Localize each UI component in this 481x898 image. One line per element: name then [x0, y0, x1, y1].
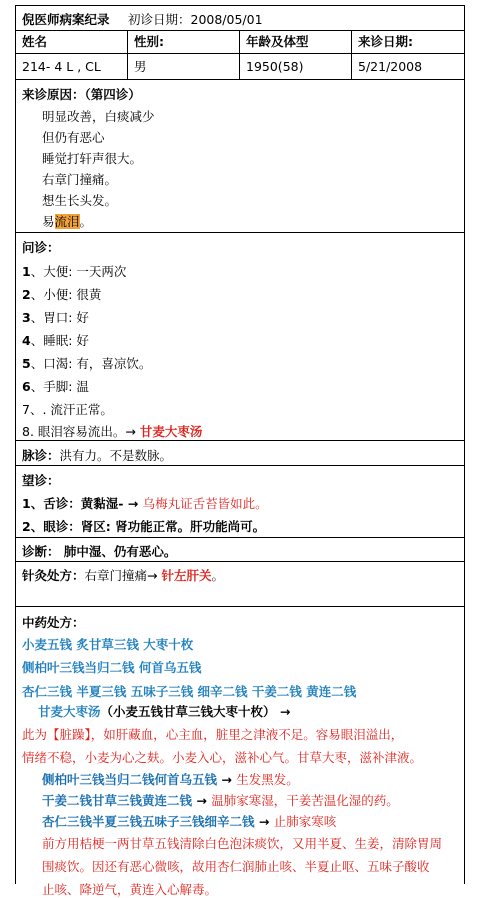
age-header: 年龄及体型 — [240, 31, 352, 53]
first-visit-date: 初诊日期：2008/05/01 — [128, 12, 263, 27]
visit-date: 5/21/2008 — [358, 59, 423, 74]
inquiry-item: 3、胃口: 好 — [22, 310, 89, 325]
eye-line: 2、眼诊：肾区: 肾功能正常。肝功能尚可。 — [22, 519, 266, 534]
reason-line: 但仍有恶心 — [42, 130, 105, 145]
diagnosis-section — [16, 538, 464, 562]
inquiry-label: 问诊： — [22, 240, 60, 255]
observe-section — [16, 466, 464, 538]
explanation-line: 此为【脏躁】，如肝藏血，心主血，脏里之津液不足。容易眼泪溢出， — [22, 727, 404, 742]
reason-prefix: 易 — [42, 214, 55, 229]
acupuncture-section — [16, 562, 464, 607]
inquiry-item: 1、大便: 一天两次 — [22, 264, 127, 279]
observe-label: 望诊： — [22, 473, 60, 488]
paragraph-line: 止咳、降逆气，黄连入心解毒。 — [42, 882, 218, 897]
info-value-row — [16, 54, 464, 80]
diagnosis-line: 诊断： 肺中湿、仍有恶心。 — [22, 544, 177, 559]
inquiry-item: 4、睡眠: 好 — [22, 333, 89, 348]
inquiry-item: 8. 眼泪容易流出。→ 甘麦大枣汤 — [22, 424, 203, 439]
sub-formula-line: 干姜二钱甘草三钱黄连二钱 → 温肺家寒湿，干姜苦温化湿的药。 — [42, 793, 399, 808]
formula-name: 甘麦大枣汤 — [139, 424, 203, 439]
herbal-line: 侧柏叶三钱当归二钱 何首乌五钱 — [22, 660, 202, 675]
reason-line: 想生长头发。 — [42, 193, 118, 208]
patient-name: 214- 4 L , CL — [16, 54, 128, 79]
explanation-line: 情绪不稳，小麦为心之麸。小麦入心，滋补心气。甘草大枣，滋补津液。 — [22, 750, 423, 765]
inquiry-item: 2、小便: 很黄 — [22, 287, 102, 302]
visit-date-header: 来诊日期: — [358, 34, 413, 49]
reason-section — [16, 80, 464, 233]
herbal-line: 杏仁三钱 半夏三钱 五味子三钱 细辛二钱 干姜二钱 黄连二钱 — [22, 684, 357, 699]
sex-header: 性别: — [128, 31, 240, 53]
inquiry-section — [16, 233, 464, 441]
header-row — [16, 6, 464, 31]
herbal-section — [16, 607, 464, 897]
herbal-line: 小麦五钱 炙甘草三钱 大枣十枚 — [22, 637, 194, 652]
tongue-line: 1、舌诊：黄黏湿- → 乌梅丸证舌苔皆如此。 — [22, 496, 268, 511]
sub-formula-line: 侧柏叶三钱当归二钱何首乌五钱 → 生发黑发。 — [42, 772, 299, 787]
reason-line-tears — [42, 212, 92, 230]
reason-line: 明显改善，白痰减少 — [42, 109, 155, 124]
info-header-row — [16, 31, 464, 54]
highlight-tears: 流泪 — [54, 214, 80, 229]
formula-line: 甘麦大枣汤（小麦五钱甘草三钱大枣十枚） → — [38, 704, 291, 719]
reason-line: 右章门撞痛。 — [42, 172, 118, 187]
name-header: 姓名 — [16, 31, 128, 53]
patient-age: 1950(58) — [240, 54, 352, 79]
acupuncture-line: 针灸处方：右章门撞痛→ 针左肝关。 — [22, 568, 224, 583]
reason-label: 来诊原因：（第四诊） — [22, 87, 141, 102]
inquiry-item: 7、. 流汗正常。 — [22, 402, 113, 417]
pulse-section — [16, 441, 464, 466]
patient-sex: 男 — [128, 54, 240, 79]
herbal-label: 中药处方： — [22, 615, 85, 630]
inquiry-item: 5、口渴: 有，喜凉饮。 — [22, 356, 152, 371]
paragraph-line: 围痰饮。因还有恶心微咳，故用杏仁润肺止咳、半夏止呕、五味子酸收 — [42, 859, 430, 874]
inquiry-item: 6、手脚: 温 — [22, 379, 89, 394]
page-title: 倪医师病案纪录 — [22, 12, 110, 27]
paragraph-line: 前方用桔梗一两甘草五钱清除白色泡沫痰饮，又用半夏、生姜，清除胃周 — [42, 836, 443, 851]
reason-line: 睡觉打轩声很大。 — [42, 151, 143, 166]
pulse-line — [22, 446, 172, 464]
pulse-text: 洪有力。不是数脉。 — [59, 448, 173, 463]
pulse-label: 脉诊： — [22, 448, 60, 463]
reason-suffix: 。 — [79, 214, 93, 229]
sub-formula-line: 杏仁三钱半夏三钱五味子三钱细辛二钱 → 止肺家寒咳 — [42, 814, 337, 829]
case-record-table — [15, 5, 465, 897]
